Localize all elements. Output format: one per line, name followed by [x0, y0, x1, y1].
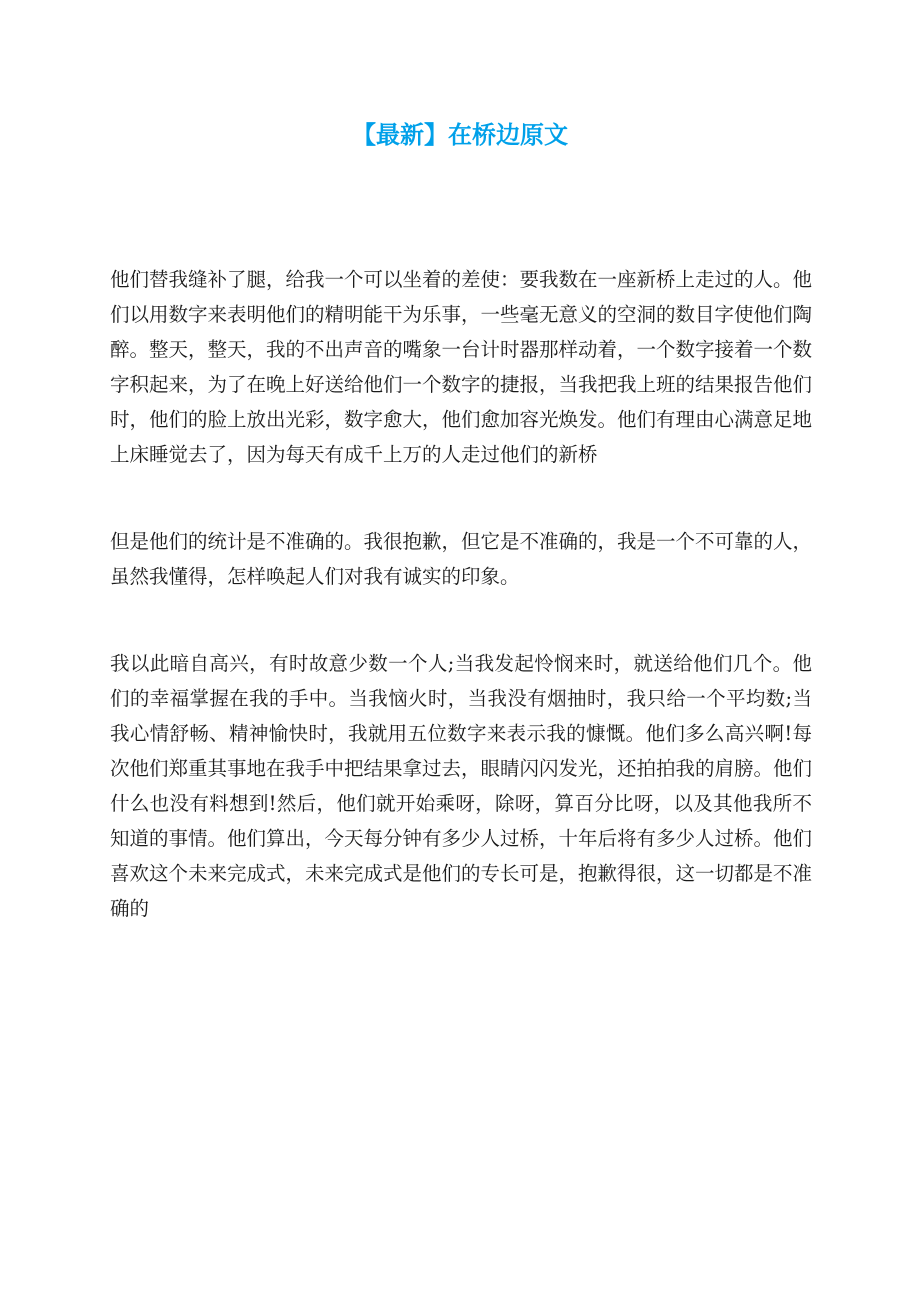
document-body: [110, 262, 812, 978]
paragraph-2: 但是他们的统计是不准确的。我很抱歉，但它是不准确的，我是一个不可靠的人，虽然我懂得，怎样唤起人们对我有诚实的印象。: [110, 530, 813, 588]
paragraph-1: 他们替我缝补了腿，给我一个可以坐着的差使：要我数在一座新桥上走过的人。他们以用数字来表明他们的精明能干为乐事，一些毫无意义的空洞的数目字使他们陶醉。整天，整天，我的不出声音的嘴象一台计时器那样动着，一个数字接着一个数字积起来，为了在晚上好送给他们一个数字的捷报，当我把我上班的结果报告他们时，他们的脸上放出光彩，数字愈大，他们愈加容光焕发。他们有理由心满意足地上床睡觉去了，因为每天有成千上万的人走过他们的新桥: [110, 268, 813, 466]
paragraph-3: 我以此暗自高兴，有时故意少数一个人;当我发起怜悯来时，就送给他们几个。他们的幸福掌握在我的手中。当我恼火时，当我没有烟抽时，我只给一个平均数;当我心情舒畅、精神愉快时，我就用五位数字来表示我的慷慨。他们多么高兴啊!每次他们郑重其事地在我手中把结果拿过去，眼睛闪闪发光，还拍拍我的肩膀。他们什么也没有料想到!然后，他们就开始乘呀，除呀，算百分比呀，以及其他我所不知道的事情。他们算出，今天每分钟有多少人过桥，十年后将有多少人过桥。他们喜欢这个未来完成式，未来完成式是他们的专长可是，抱歉得很，这一切都是不准确的: [110, 652, 813, 920]
document-title: 【最新】在桥边原文: [352, 121, 568, 149]
